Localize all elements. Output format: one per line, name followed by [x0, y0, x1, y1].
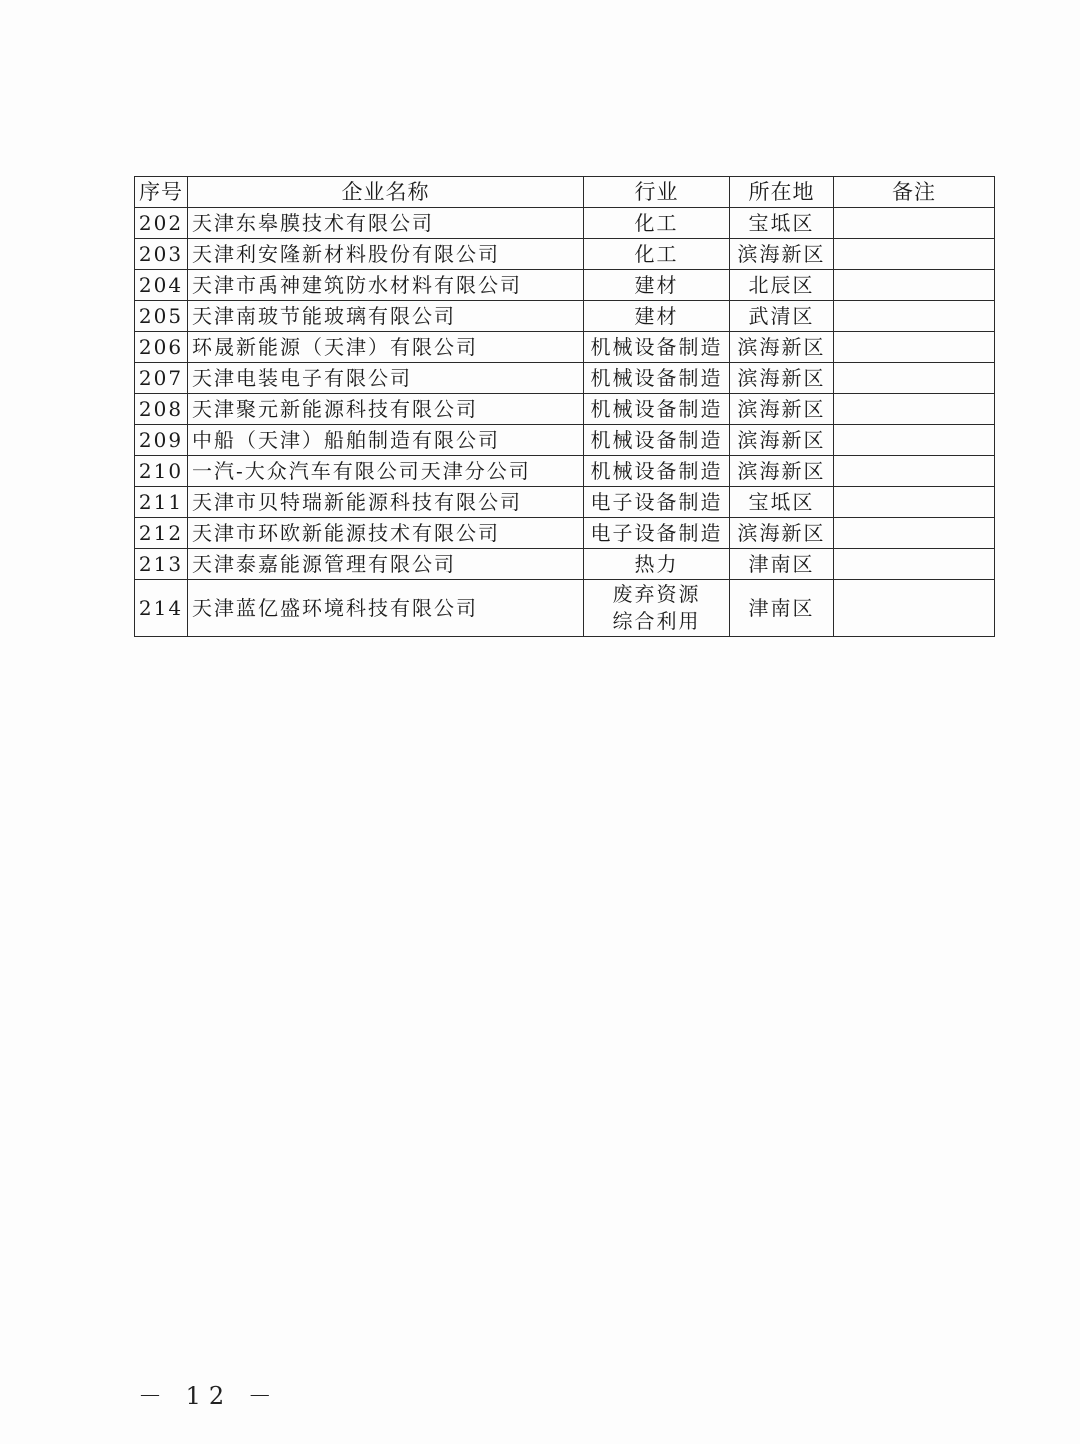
cell-remarks — [834, 580, 995, 637]
cell-company-name: 中船（天津）船舶制造有限公司 — [188, 425, 584, 456]
cell-serial-number: 208 — [135, 394, 188, 425]
cell-serial-number: 205 — [135, 301, 188, 332]
cell-industry: 机械设备制造 — [584, 332, 730, 363]
table-row — [135, 239, 995, 270]
cell-industry: 机械设备制造 — [584, 394, 730, 425]
table-row — [135, 208, 995, 239]
cell-industry-line-1: 废弃资源 — [612, 582, 701, 606]
cell-industry — [584, 580, 730, 637]
cell-company-name: 天津聚元新能源科技有限公司 — [188, 394, 584, 425]
cell-remarks — [834, 518, 995, 549]
cell-location: 滨海新区 — [730, 518, 834, 549]
cell-location: 滨海新区 — [730, 425, 834, 456]
cell-industry: 机械设备制造 — [584, 363, 730, 394]
cell-industry: 热力 — [584, 549, 730, 580]
table-row — [135, 549, 995, 580]
cell-company-name: 天津蓝亿盛环境科技有限公司 — [188, 580, 584, 637]
cell-serial-number: 203 — [135, 239, 188, 270]
cell-location: 滨海新区 — [730, 239, 834, 270]
cell-company-name: 天津泰嘉能源管理有限公司 — [188, 549, 584, 580]
table-row — [135, 301, 995, 332]
cell-remarks — [834, 332, 995, 363]
cell-serial-number: 207 — [135, 363, 188, 394]
table-row — [135, 270, 995, 301]
cell-location: 滨海新区 — [730, 332, 834, 363]
cell-serial-number: 210 — [135, 456, 188, 487]
cell-industry: 电子设备制造 — [584, 518, 730, 549]
cell-remarks — [834, 363, 995, 394]
cell-location: 滨海新区 — [730, 394, 834, 425]
enterprise-table — [134, 176, 995, 637]
cell-remarks — [834, 425, 995, 456]
cell-location: 滨海新区 — [730, 456, 834, 487]
cell-remarks — [834, 239, 995, 270]
cell-industry: 机械设备制造 — [584, 425, 730, 456]
table-row — [135, 363, 995, 394]
page-number: － 12 － — [138, 1382, 280, 1410]
cell-remarks — [834, 487, 995, 518]
cell-company-name: 天津东皋膜技术有限公司 — [188, 208, 584, 239]
cell-industry: 建材 — [584, 270, 730, 301]
cell-company-name: 天津市环欧新能源技术有限公司 — [188, 518, 584, 549]
cell-industry-line-2: 综合利用 — [612, 609, 701, 633]
cell-company-name: 天津市贝特瑞新能源科技有限公司 — [188, 487, 584, 518]
cell-serial-number: 213 — [135, 549, 188, 580]
cell-industry: 机械设备制造 — [584, 456, 730, 487]
cell-location: 滨海新区 — [730, 363, 834, 394]
table-row — [135, 394, 995, 425]
cell-serial-number: 212 — [135, 518, 188, 549]
cell-company-name: 天津电装电子有限公司 — [188, 363, 584, 394]
cell-remarks — [834, 394, 995, 425]
cell-industry: 电子设备制造 — [584, 487, 730, 518]
cell-location: 宝坻区 — [730, 487, 834, 518]
table-row — [135, 518, 995, 549]
cell-company-name: 一汽-大众汽车有限公司天津分公司 — [188, 456, 584, 487]
table-row — [135, 580, 995, 637]
cell-serial-number: 209 — [135, 425, 188, 456]
cell-serial-number: 204 — [135, 270, 188, 301]
cell-industry: 化工 — [584, 239, 730, 270]
table-row — [135, 487, 995, 518]
header-company-name: 企业名称 — [188, 177, 584, 208]
cell-location: 宝坻区 — [730, 208, 834, 239]
table-row — [135, 332, 995, 363]
cell-company-name: 天津市禹神建筑防水材料有限公司 — [188, 270, 584, 301]
cell-location: 武清区 — [730, 301, 834, 332]
cell-industry: 建材 — [584, 301, 730, 332]
table-row — [135, 456, 995, 487]
cell-company-name: 天津南玻节能玻璃有限公司 — [188, 301, 584, 332]
table-header-row — [135, 177, 995, 208]
cell-industry: 化工 — [584, 208, 730, 239]
cell-location: 津南区 — [730, 580, 834, 637]
cell-remarks — [834, 549, 995, 580]
header-location: 所在地 — [730, 177, 834, 208]
cell-remarks — [834, 270, 995, 301]
cell-serial-number: 211 — [135, 487, 188, 518]
header-remarks: 备注 — [834, 177, 995, 208]
cell-company-name: 环晟新能源（天津）有限公司 — [188, 332, 584, 363]
header-industry: 行业 — [584, 177, 730, 208]
header-serial-number: 序号 — [135, 177, 188, 208]
table-row — [135, 425, 995, 456]
cell-remarks — [834, 301, 995, 332]
cell-location: 津南区 — [730, 549, 834, 580]
cell-company-name: 天津利安隆新材料股份有限公司 — [188, 239, 584, 270]
cell-serial-number: 206 — [135, 332, 188, 363]
cell-serial-number: 202 — [135, 208, 188, 239]
cell-remarks — [834, 208, 995, 239]
cell-location: 北辰区 — [730, 270, 834, 301]
cell-serial-number: 214 — [135, 580, 188, 637]
cell-remarks — [834, 456, 995, 487]
